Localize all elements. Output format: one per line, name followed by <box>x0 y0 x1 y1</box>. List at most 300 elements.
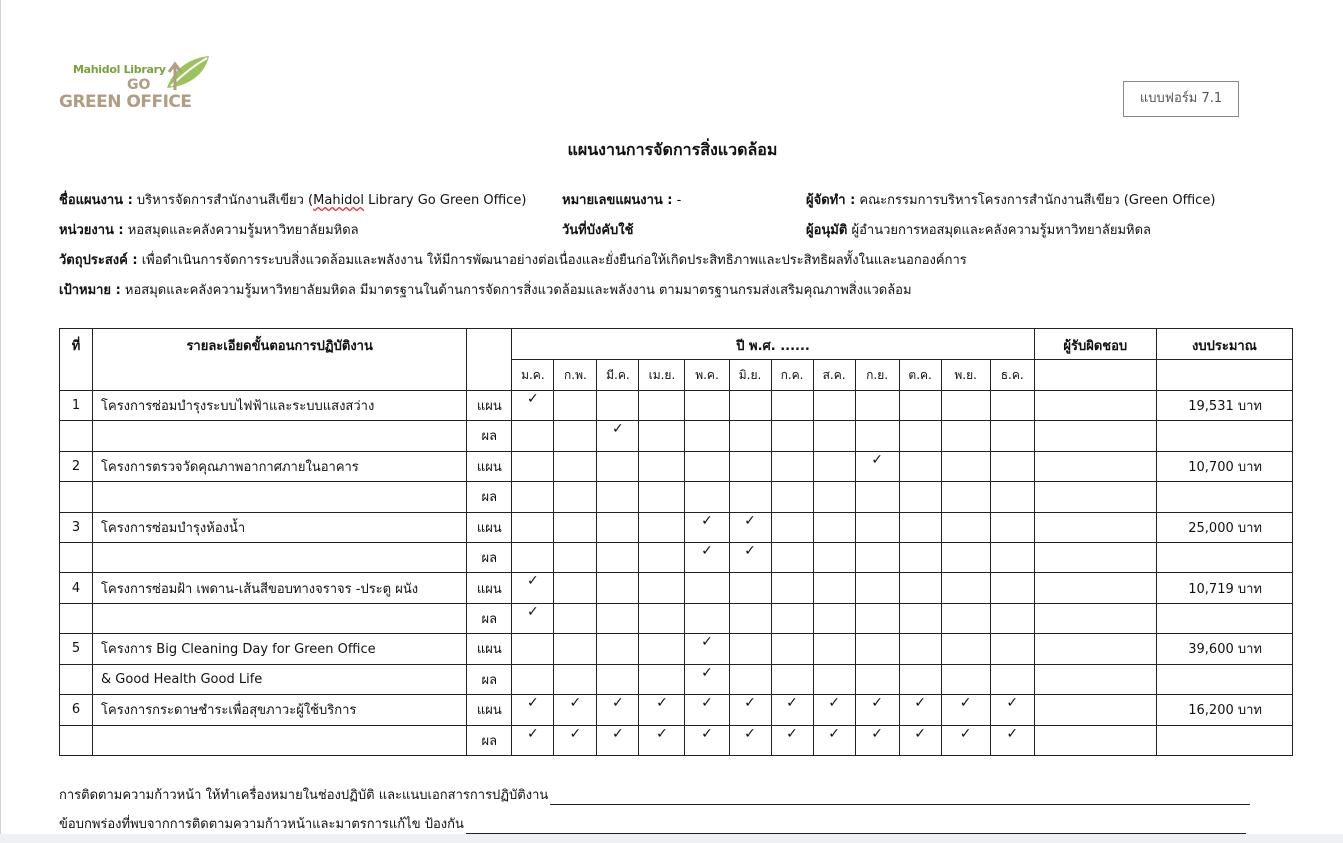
month-cell <box>729 573 771 603</box>
month-cell <box>771 634 813 664</box>
row-type: แผน <box>467 390 512 420</box>
table-row <box>60 725 1293 756</box>
month-cell <box>941 542 990 572</box>
row-number: 4 <box>60 573 93 603</box>
approver-value: ผู้อำนวยการหอสมุดและคลังความรู้มหาวิทยาลัยมหิดล <box>851 223 1152 238</box>
month-cell <box>729 603 771 633</box>
page-title: แผนงานการจัดการสิ่งแวดล้อม <box>567 140 778 159</box>
check-icon: ✓ <box>744 512 756 529</box>
row-responsible <box>1034 634 1156 664</box>
month-cell <box>990 421 1034 451</box>
check-icon: ✓ <box>526 573 539 590</box>
month-cell <box>855 634 899 664</box>
check-icon: ✓ <box>701 542 713 559</box>
month-cell <box>855 542 899 572</box>
table-row <box>60 695 1293 725</box>
month-cell <box>813 451 855 481</box>
table-row <box>60 451 1293 481</box>
plan-table <box>59 328 1293 756</box>
logo-go-text: GO <box>127 77 151 93</box>
month-cell <box>941 390 990 420</box>
month-cell <box>512 664 554 694</box>
check-icon: ✓ <box>526 390 539 407</box>
month-cell <box>554 390 597 420</box>
month-cell <box>990 603 1034 633</box>
header-year: ปี พ.ศ. ...... <box>512 329 1034 360</box>
check-icon: ✓ <box>914 725 926 742</box>
month-cell <box>771 482 813 512</box>
month-cell <box>899 421 941 451</box>
row-number <box>60 542 93 572</box>
month-cell <box>941 482 990 512</box>
month-cell <box>639 725 685 756</box>
month-cell <box>855 482 899 512</box>
month-cell <box>855 390 899 420</box>
month-cell <box>813 421 855 451</box>
row-budget: 10,719 บาท <box>1156 573 1292 603</box>
row-budget <box>1156 542 1292 572</box>
month-cell <box>597 542 639 572</box>
footer-defects-line[interactable] <box>466 819 1246 834</box>
row-budget: 39,600 บาท <box>1156 634 1292 664</box>
row-budget <box>1156 421 1292 451</box>
month-cell <box>554 725 597 756</box>
month-cell <box>771 603 813 633</box>
month-cell <box>639 573 685 603</box>
check-icon: ✓ <box>959 695 972 712</box>
month-cell <box>554 542 597 572</box>
plan-name-label: ชื่อแผนงาน : <box>59 193 133 208</box>
check-icon: ✓ <box>569 695 582 712</box>
month-cell <box>685 725 729 756</box>
check-icon: ✓ <box>526 603 539 620</box>
month-header: ต.ค. <box>899 360 941 390</box>
month-cell <box>639 664 685 694</box>
month-cell <box>512 634 554 664</box>
plan-number-value: - <box>676 193 682 208</box>
check-icon: ✓ <box>569 725 582 742</box>
month-cell <box>729 542 771 572</box>
month-cell <box>899 573 941 603</box>
row-type: แผน <box>467 695 512 725</box>
check-icon: ✓ <box>828 695 840 712</box>
month-cell <box>597 603 639 633</box>
month-cell <box>685 542 729 572</box>
table-row <box>60 390 1293 420</box>
month-header: ก.ค. <box>771 360 813 390</box>
row-detail <box>93 603 467 633</box>
month-cell <box>554 634 597 664</box>
month-cell <box>941 634 990 664</box>
row-type: แผน <box>467 634 512 664</box>
maker <box>806 192 1215 210</box>
row-budget: 19,531 บาท <box>1156 390 1292 420</box>
approver-label: ผู้อนุมัติ <box>806 223 848 238</box>
month-cell <box>685 695 729 725</box>
check-icon: ✓ <box>701 512 713 529</box>
month-cell <box>855 695 899 725</box>
table-row <box>60 542 1293 572</box>
check-icon: ✓ <box>828 725 840 742</box>
approver <box>806 222 1151 240</box>
objective <box>59 252 967 270</box>
unit-value: หอสมุดและคลังความรู้มหาวิทยาลัยมหิดล <box>127 223 359 238</box>
month-cell <box>771 695 813 725</box>
month-cell <box>771 390 813 420</box>
month-cell <box>941 512 990 542</box>
month-header: พ.ย. <box>941 360 990 390</box>
row-number <box>60 725 93 756</box>
row-type: ผล <box>467 664 512 694</box>
month-header: พ.ค. <box>685 360 729 390</box>
month-cell <box>813 512 855 542</box>
table-row <box>60 421 1293 451</box>
month-cell <box>771 421 813 451</box>
month-cell <box>639 634 685 664</box>
row-responsible <box>1034 390 1156 420</box>
check-icon: ✓ <box>744 695 756 712</box>
month-cell <box>899 603 941 633</box>
header-type <box>467 329 512 391</box>
month-cell <box>685 634 729 664</box>
row-number <box>60 603 93 633</box>
footer-progress <box>59 784 1250 805</box>
month-cell <box>597 451 639 481</box>
month-cell <box>990 512 1034 542</box>
month-cell <box>729 634 771 664</box>
month-cell <box>941 603 990 633</box>
check-icon: ✓ <box>612 695 624 712</box>
plan-number <box>562 192 681 210</box>
month-cell <box>512 695 554 725</box>
row-number: 6 <box>60 695 93 725</box>
row-detail: โครงการตรวจวัดคุณภาพอากาศภายในอาคาร <box>93 451 467 481</box>
month-cell <box>685 512 729 542</box>
row-type: ผล <box>467 421 512 451</box>
row-responsible <box>1034 512 1156 542</box>
check-icon: ✓ <box>744 725 756 742</box>
month-cell <box>554 451 597 481</box>
month-cell <box>899 664 941 694</box>
month-header: มิ.ย. <box>729 360 771 390</box>
month-cell <box>990 725 1034 756</box>
row-responsible <box>1034 482 1156 512</box>
month-cell <box>813 390 855 420</box>
row-budget <box>1156 664 1292 694</box>
month-cell <box>597 482 639 512</box>
month-cell <box>941 664 990 694</box>
table-row <box>60 664 1293 694</box>
table-row <box>60 512 1293 542</box>
effective-date <box>562 222 633 240</box>
month-cell <box>597 664 639 694</box>
month-cell <box>855 573 899 603</box>
plan-name-post: Library Go Green Office) <box>364 193 527 208</box>
check-icon: ✓ <box>1006 695 1019 712</box>
month-cell <box>771 542 813 572</box>
check-icon: ✓ <box>744 542 756 559</box>
month-cell <box>941 451 990 481</box>
month-cell <box>512 603 554 633</box>
check-icon: ✓ <box>871 695 883 712</box>
month-cell <box>597 421 639 451</box>
month-cell <box>554 421 597 451</box>
month-cell <box>855 725 899 756</box>
month-cell <box>512 482 554 512</box>
month-cell <box>554 664 597 694</box>
footer-progress-text: การติดตามความก้าวหน้า ให้ทำเครื่องหมายในช่องปฏิบัติ และแนบเอกสารการปฏิบัติงาน <box>59 788 549 803</box>
table-row <box>60 482 1293 512</box>
row-detail: & Good Health Good Life <box>93 664 467 694</box>
month-cell <box>597 512 639 542</box>
row-responsible <box>1034 451 1156 481</box>
month-cell <box>899 512 941 542</box>
month-cell <box>729 390 771 420</box>
footer-progress-line[interactable] <box>550 790 1250 805</box>
month-cell <box>990 695 1034 725</box>
check-icon: ✓ <box>526 725 539 742</box>
row-detail: โครงการ Big Cleaning Day for Green Office <box>93 634 467 664</box>
row-budget <box>1156 603 1292 633</box>
month-cell <box>554 482 597 512</box>
row-type: ผล <box>467 482 512 512</box>
unit-label: หน่วยงาน : <box>59 223 124 238</box>
month-cell <box>512 542 554 572</box>
month-cell <box>771 451 813 481</box>
row-responsible <box>1034 603 1156 633</box>
month-cell <box>771 512 813 542</box>
check-icon: ✓ <box>871 725 883 742</box>
row-responsible <box>1034 725 1156 756</box>
logo-green-office-text: GREEN OFFICE <box>59 92 192 112</box>
month-cell <box>729 695 771 725</box>
month-cell <box>941 573 990 603</box>
month-cell <box>729 725 771 756</box>
row-type: ผล <box>467 603 512 633</box>
month-cell <box>597 695 639 725</box>
month-header: มี.ค. <box>597 360 639 390</box>
month-cell <box>813 664 855 694</box>
month-cell <box>771 664 813 694</box>
maker-value: คณะกรรมการบริหารโครงการสำนักงานสีเขียว (Green Office) <box>859 193 1216 208</box>
month-cell <box>729 664 771 694</box>
month-cell <box>639 390 685 420</box>
month-cell <box>639 421 685 451</box>
row-detail: โครงการกระดาษชำระเพื่อสุขภาวะผู้ใช้บริการ <box>93 695 467 725</box>
month-cell <box>941 421 990 451</box>
month-cell <box>685 451 729 481</box>
month-cell <box>990 634 1034 664</box>
month-cell <box>899 634 941 664</box>
month-header: ก.พ. <box>554 360 597 390</box>
month-cell <box>512 390 554 420</box>
target-label: เป้าหมาย : <box>59 283 121 298</box>
month-cell <box>941 725 990 756</box>
header-budget-blank <box>1156 360 1292 390</box>
month-cell <box>639 512 685 542</box>
row-responsible <box>1034 695 1156 725</box>
plan-name-pre: บริหารจัดการสำนักงานสีเขียว ( <box>136 193 314 208</box>
month-header: ม.ค. <box>512 360 554 390</box>
month-cell <box>554 512 597 542</box>
month-cell <box>813 542 855 572</box>
month-cell <box>771 573 813 603</box>
month-cell <box>855 512 899 542</box>
check-icon: ✓ <box>701 634 713 651</box>
check-icon: ✓ <box>1006 725 1019 742</box>
check-icon: ✓ <box>701 664 713 681</box>
month-cell <box>597 573 639 603</box>
row-number: 5 <box>60 634 93 664</box>
month-cell <box>990 482 1034 512</box>
month-cell <box>512 421 554 451</box>
check-icon: ✓ <box>701 695 713 712</box>
table-row <box>60 603 1293 633</box>
row-detail <box>93 725 467 756</box>
month-cell <box>855 664 899 694</box>
month-cell <box>729 421 771 451</box>
month-cell <box>899 482 941 512</box>
month-cell <box>899 451 941 481</box>
month-cell <box>855 603 899 633</box>
month-cell <box>685 390 729 420</box>
month-cell <box>813 725 855 756</box>
check-icon: ✓ <box>871 451 883 468</box>
header-no: ที่ <box>60 329 93 391</box>
header-detail: รายละเอียดขั้นตอนการปฏิบัติงาน <box>93 329 467 391</box>
plan-name-mid: Mahidol <box>313 193 364 208</box>
footer-defects <box>59 813 1246 834</box>
row-budget <box>1156 725 1292 756</box>
month-cell <box>941 695 990 725</box>
row-type: ผล <box>467 542 512 572</box>
row-number: 2 <box>60 451 93 481</box>
month-cell <box>639 603 685 633</box>
month-cell <box>512 451 554 481</box>
check-icon: ✓ <box>656 725 668 742</box>
maker-label: ผู้จัดทำ : <box>806 193 856 208</box>
row-number: 3 <box>60 512 93 542</box>
check-icon: ✓ <box>612 421 624 438</box>
row-detail <box>93 482 467 512</box>
month-cell <box>899 390 941 420</box>
month-cell <box>597 725 639 756</box>
unit <box>59 222 359 240</box>
row-responsible <box>1034 573 1156 603</box>
row-number: 1 <box>60 390 93 420</box>
row-number <box>60 482 93 512</box>
month-header: ก.ย. <box>855 360 899 390</box>
row-detail: โครงการซ่อมฝ้า เพดาน-เส้นสีขอบทางจราจร -ประตู ผนัง <box>93 573 467 603</box>
check-icon: ✓ <box>914 695 926 712</box>
month-header: ส.ค. <box>813 360 855 390</box>
objective-label: วัตถุประสงค์ : <box>59 253 138 268</box>
row-detail: โครงการซ่อมบำรุงห้องน้ำ <box>93 512 467 542</box>
month-cell <box>639 542 685 572</box>
row-responsible <box>1034 421 1156 451</box>
month-cell <box>685 421 729 451</box>
month-cell <box>639 451 685 481</box>
row-detail <box>93 542 467 572</box>
month-cell <box>813 482 855 512</box>
row-budget: 25,000 บาท <box>1156 512 1292 542</box>
row-number <box>60 664 93 694</box>
table-row <box>60 634 1293 664</box>
row-type: แผน <box>467 512 512 542</box>
row-detail <box>93 421 467 451</box>
check-icon: ✓ <box>786 695 798 712</box>
month-cell <box>729 451 771 481</box>
month-cell <box>855 451 899 481</box>
month-cell <box>685 664 729 694</box>
row-budget: 16,200 บาท <box>1156 695 1292 725</box>
target <box>59 282 912 300</box>
header-responsible-blank <box>1034 360 1156 390</box>
check-icon: ✓ <box>656 695 668 712</box>
month-header: ธ.ค. <box>990 360 1034 390</box>
form-number-box: แบบฟอร์ม 7.1 <box>1123 81 1239 117</box>
month-cell <box>899 542 941 572</box>
month-cell <box>990 390 1034 420</box>
month-cell <box>813 695 855 725</box>
month-cell <box>685 603 729 633</box>
month-cell <box>554 603 597 633</box>
objective-value: เพื่อดำเนินการจัดการระบบสิ่งแวดล้อมและพลังงาน ให้มีการพัฒนาอย่างต่อเนื่องและยั่งยืนก่อให้เกิดประสิทธิภาพและประสิทธิผลทั้งในและนอกองค์การ <box>141 253 967 268</box>
check-icon: ✓ <box>786 725 798 742</box>
row-budget: 10,700 บาท <box>1156 451 1292 481</box>
table-row <box>60 573 1293 603</box>
month-cell <box>990 451 1034 481</box>
row-budget <box>1156 482 1292 512</box>
plan-name <box>59 192 526 210</box>
month-cell <box>597 634 639 664</box>
month-cell <box>771 725 813 756</box>
month-cell <box>729 482 771 512</box>
month-cell <box>512 725 554 756</box>
month-cell <box>813 573 855 603</box>
check-icon: ✓ <box>612 725 624 742</box>
month-cell <box>512 512 554 542</box>
month-cell <box>899 695 941 725</box>
month-cell <box>597 390 639 420</box>
month-header: เม.ย. <box>639 360 685 390</box>
month-cell <box>685 573 729 603</box>
month-cell <box>813 634 855 664</box>
row-responsible <box>1034 664 1156 694</box>
month-cell <box>990 542 1034 572</box>
row-type: แผน <box>467 451 512 481</box>
month-cell <box>639 695 685 725</box>
check-icon: ✓ <box>526 695 539 712</box>
plan-number-label: หมายเลขแผนงาน : <box>562 193 673 208</box>
month-cell <box>899 725 941 756</box>
header-budget: งบประมาณ <box>1156 329 1292 360</box>
effective-date-label: วันที่บังคับใช้ <box>562 223 634 238</box>
month-cell <box>813 603 855 633</box>
month-cell <box>554 573 597 603</box>
month-cell <box>554 695 597 725</box>
check-icon: ✓ <box>959 725 972 742</box>
check-icon: ✓ <box>701 725 713 742</box>
row-type: แผน <box>467 573 512 603</box>
target-value: หอสมุดและคลังความรู้มหาวิทยาลัยมหิดล มีมาตรฐานในด้านการจัดการสิ่งแวดล้อมและพลังงาน ตามมาตรฐานกรมส่งเสริมคุณภาพสิ่งแวดล้อม <box>124 283 912 298</box>
green-office-logo <box>57 52 217 116</box>
month-cell <box>729 512 771 542</box>
month-cell <box>990 664 1034 694</box>
leaf-icon <box>161 52 211 92</box>
footer-defects-text: ข้อบกพร่องที่พบจากการติดตามความก้าวหน้าและมาตรการแก้ไข ป้องกัน <box>59 817 464 832</box>
month-cell <box>990 573 1034 603</box>
